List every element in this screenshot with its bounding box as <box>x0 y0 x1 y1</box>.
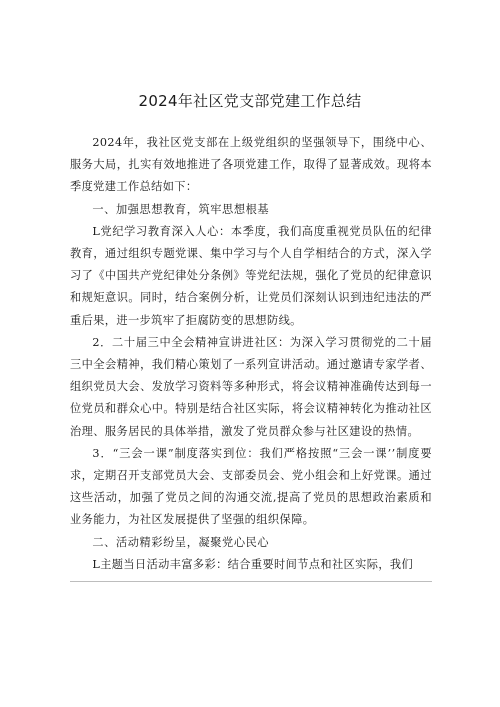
horizontal-divider <box>70 581 432 582</box>
section-heading-2: 二、活动精彩纷呈，凝聚党心民心 <box>92 535 270 549</box>
section-2-item-1: L主题当日活动丰富多彩：结合重要时间节点和社区实际，我们 <box>92 557 414 571</box>
document-body <box>70 132 432 576</box>
section-1-item-1: L党纪学习教育深入人心：本季度，我们高度重视党员队伍的纪律教育，通过组织专题党课、集中学习与个人自学相结合的方式，深入学习了《中国共产党纪律处分条例》等党纪法规，强化了党员的纪律意识和规矩意识。同时，结合案例分析，让党员们深刻认识到违纪违法的严重后果，进一步筑牢了拒腐防变的思想防线。 <box>70 224 432 327</box>
section-1-item-2: 2．二十届三中全会精神宣讲进社区：为深入学习贯彻党的二十届三中全会精神，我们精心策划了一系列宣讲活动。通过邀请专家学者、组织党员大会、发放学习资料等多种形式，将会议精神准确传达到每一位党员和群众心中。特别是结合社区实际，将会议精神转化为推动社区治理、服务居民的具体举措，激发了党员群众参与社区建设的热情。 <box>70 335 432 438</box>
intro-paragraph: 2024年，我社区党支部在上级党组织的坚强领导下，围绕中心、服务大局，扎实有效地推进了各项党建工作，取得了显著成效。现将本季度党建工作总结如下： <box>70 136 432 194</box>
section-heading-1: 一、加强思想教育，筑牢思想根基 <box>92 202 270 216</box>
document-title: 2024年社区党支部党建工作总结 <box>138 92 362 110</box>
section-1-item-3: 3．“三会一课”制度落实到位：我们严格按照“三会一课’’制度要求，定期召开支部党员大会、支部委员会、党小组会和上好党课。通过这些活动，加强了党员之间的沟通交流,提高了党员的思想政治素质和业务能力，为社区发展提供了坚强的组织保障。 <box>70 446 432 527</box>
